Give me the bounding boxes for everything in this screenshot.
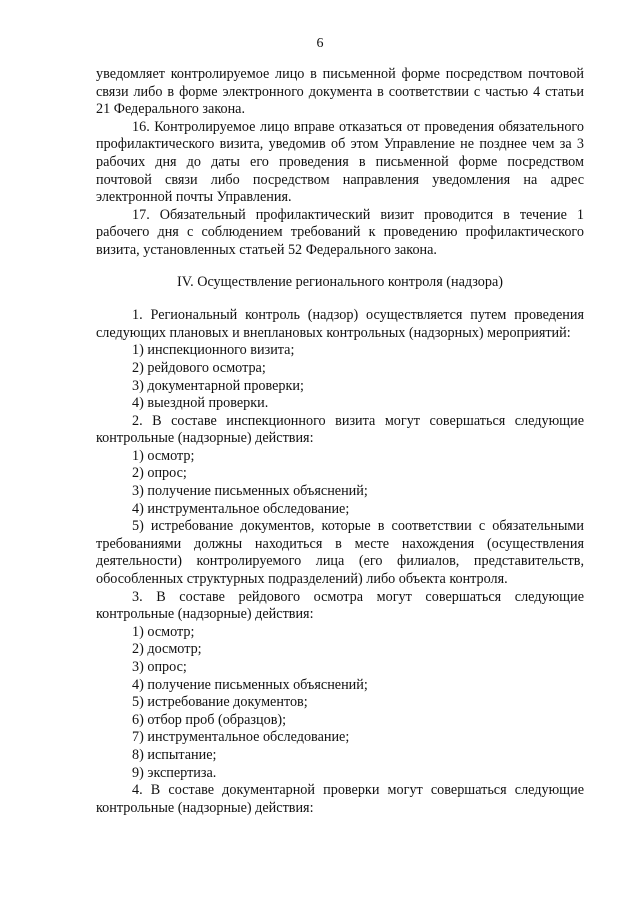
list-item: 7) инструментальное обследование; bbox=[132, 729, 350, 746]
list-item: 1) осмотр; bbox=[132, 623, 195, 640]
paragraph-3: 3. В составе рейдового осмотра могут совершаться следующие контрольные (надзорные) действия: bbox=[96, 588, 584, 623]
list-item: 5) истребование документов; bbox=[132, 694, 308, 711]
list-item: 2) опрос; bbox=[132, 465, 187, 482]
list-item: 8) испытание; bbox=[132, 746, 217, 763]
paragraph-continuation: уведомляет контролируемое лицо в письменной форме посредством почтовой связи либо в форме электронного документа в соответствии с частью 4 статьи 21 Федерального закона. bbox=[96, 66, 584, 118]
page-number: 6 bbox=[316, 36, 324, 51]
paragraph-16: 16. Контролируемое лицо вправе отказаться от проведения обязательного профилактического визита, уведомив об этом Управление не позднее чем за 3 рабочих дня до даты его проведения в письменной форме посредством почтовой связи либо посредством направления уведомления на адрес электронной почты Управления. bbox=[96, 118, 584, 206]
list-item: 6) отбор проб (образцов); bbox=[132, 711, 287, 728]
paragraph-17: 17. Обязательный профилактический визит проводится в течение 1 рабочего дня с соблюдением требований к проведению профилактического визита, установленных статьей 52 Федерального закона. bbox=[96, 206, 584, 258]
list-item: 1) инспекционного визита; bbox=[132, 342, 295, 359]
list-item: 4) инструментальное обследование; bbox=[132, 500, 350, 517]
list-item: 3) опрос; bbox=[132, 659, 187, 675]
document-body bbox=[96, 66, 584, 817]
paragraph-1: 1. Региональный контроль (надзор) осуществляется путем проведения следующих плановых и внеплановых контрольных (надзорных) мероприятий: bbox=[96, 307, 584, 341]
paragraph-2: 2. В составе инспекционного визита могут совершаться следующие контрольные (надзорные) действия: bbox=[96, 412, 584, 447]
list-item: 4) получение письменных объяснений; bbox=[132, 676, 368, 693]
list-item: 1) осмотр; bbox=[132, 447, 195, 464]
list-item: 2) рейдового осмотра; bbox=[132, 359, 266, 376]
list-item: 3) документарной проверки; bbox=[132, 377, 304, 394]
section-heading: IV. Осуществление регионального контроля (надзора) bbox=[176, 273, 504, 290]
paragraph-4: 4. В составе документарной проверки могут совершаться следующие контрольные (надзорные) действия: bbox=[96, 782, 584, 816]
list-item: 3) получение письменных объяснений; bbox=[132, 483, 368, 500]
list-item: 2) досмотр; bbox=[132, 641, 202, 658]
list-item: 4) выездной проверки. bbox=[132, 395, 269, 412]
list-item: 9) экспертиза. bbox=[132, 764, 217, 781]
paragraph-2-item-5: 5) истребование документов, которые в соответствии с обязательными требованиями должны находиться в месте нахождения (осуществления деятельности) контролируемого лица (его филиалов, представительств, обособленных структурных подразделений) либо объекта контроля. bbox=[96, 518, 584, 588]
